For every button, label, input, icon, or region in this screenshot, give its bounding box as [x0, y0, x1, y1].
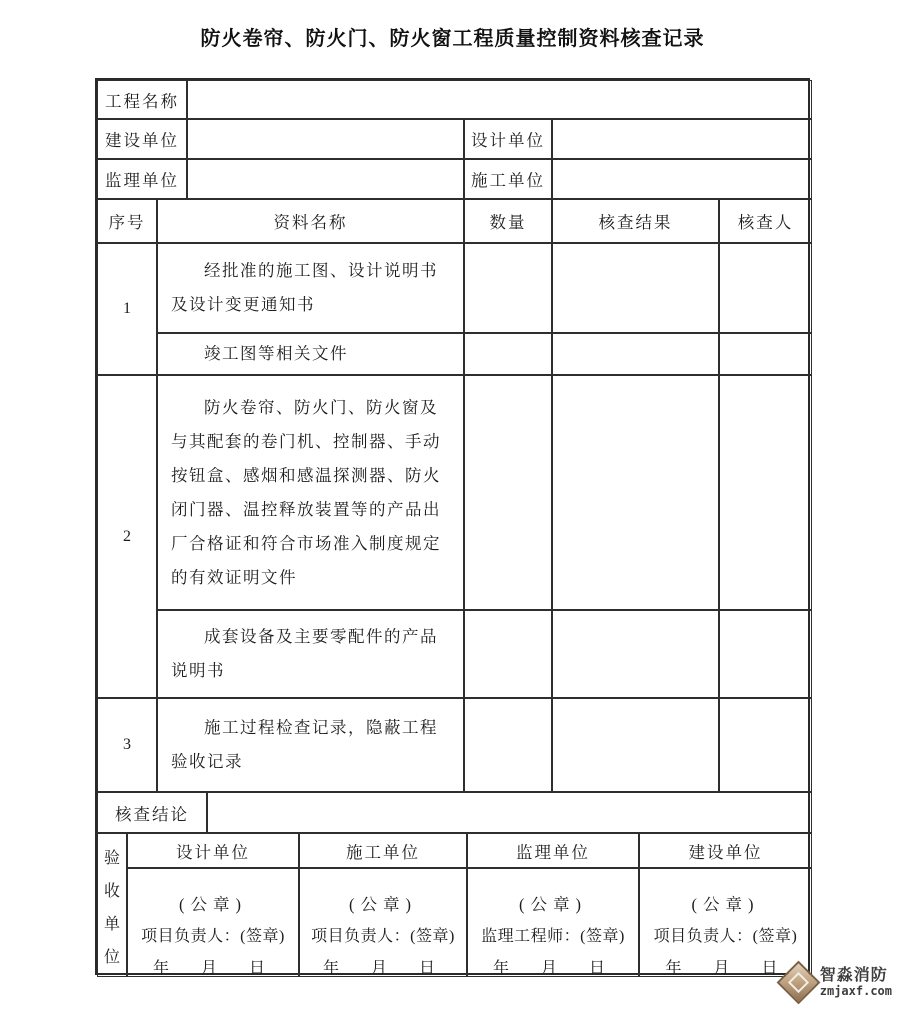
acceptance-col3-sign-cell: [467, 868, 639, 977]
row3-checker-cell: [719, 698, 812, 792]
row1a-quantity-cell: [464, 243, 552, 333]
acceptance-col2-signer: 项目负责人：(签章): [311, 928, 455, 945]
row3-result-cell: [552, 698, 719, 792]
acceptance-col2-unit: 施工单位: [299, 833, 467, 868]
watermark: [783, 967, 892, 998]
page-title: 防火卷帘、防火门、防火窗工程质量控制资料核查记录: [200, 28, 705, 50]
row1-serial: 1: [97, 243, 157, 375]
acceptance-col1-date: 年 月 日: [152, 960, 273, 977]
project-name-label: 工程名称: [97, 80, 187, 119]
row2b-result-cell: [552, 610, 719, 698]
row2b-quantity-cell: [464, 610, 552, 698]
design-unit-value-cell: [552, 119, 812, 159]
row1a-result-cell: [552, 243, 719, 333]
diamond-logo-icon: [776, 961, 820, 1005]
acceptance-side-label: [97, 833, 127, 977]
acceptance-side-label-text: 验收单位: [103, 850, 120, 966]
acceptance-col2-seal: (公章): [349, 895, 417, 914]
row1b-checker-cell: [719, 333, 812, 375]
acceptance-col4-seal: (公章): [691, 895, 760, 914]
row2a-text: 防火卷帘、防火门、防火窗及与其配套的卷门机、控制器、手动按钮盒、感烟和感温探测器、防火闭门器、温控释放装置等的产品出厂合格证和符合市场准入制度规定的有效证明文件: [171, 397, 441, 587]
row2a-quantity-cell: [464, 375, 552, 610]
row2-serial: 2: [97, 375, 157, 698]
row2b-checker-cell: [719, 610, 812, 698]
row1b-material-name: [157, 333, 464, 375]
row1a-text: 经批准的施工图、设计说明书及设计变更通知书: [171, 261, 438, 314]
row3-quantity-cell: [464, 698, 552, 792]
acceptance-col1-signer: 项目负责人：(签章): [141, 928, 285, 945]
acceptance-col2-sign-cell: [299, 868, 467, 977]
row1b-result-cell: [552, 333, 719, 375]
contractor-unit-value-cell: [552, 159, 812, 199]
row1a-material-name: [157, 243, 464, 333]
acceptance-col1-sign-cell: [127, 868, 299, 977]
conclusion-value-cell: [207, 792, 812, 833]
watermark-url: zmjaxf.com: [819, 983, 892, 998]
row1a-checker-cell: [719, 243, 812, 333]
acceptance-col3-unit: 监理单位: [467, 833, 639, 868]
watermark-brand: 智淼消防: [819, 967, 888, 985]
acceptance-col4-date: 年 月 日: [665, 960, 786, 977]
construction-unit-label: 建设单位: [97, 119, 187, 159]
acceptance-col3-signer: 监理工程师：(签章): [481, 928, 625, 945]
row3-text: 施工过程检查记录，隐蔽工程验收记录: [171, 718, 438, 771]
acceptance-col4-sign-cell: [639, 868, 812, 977]
row1b-quantity-cell: [464, 333, 552, 375]
supervision-unit-label: 监理单位: [97, 159, 187, 199]
row2a-checker-cell: [719, 375, 812, 610]
row3-serial: 3: [97, 698, 157, 792]
supervision-unit-value-cell: [187, 159, 464, 199]
row2a-result-cell: [552, 375, 719, 610]
col-header-material-name: 资料名称: [157, 199, 464, 243]
col-header-check-result: 核查结果: [552, 199, 719, 243]
acceptance-col2-date: 年 月 日: [322, 960, 443, 977]
row2a-material-name: [157, 375, 464, 610]
project-name-value-cell: [187, 80, 812, 119]
col-header-serial: 序号: [97, 199, 157, 243]
acceptance-col4-unit: 建设单位: [639, 833, 812, 868]
acceptance-col3-seal: (公章): [519, 895, 587, 914]
col-header-checker: 核查人: [719, 199, 812, 243]
construction-unit-value-cell: [187, 119, 464, 159]
conclusion-label: 核查结论: [97, 792, 207, 833]
acceptance-col3-date: 年 月 日: [492, 960, 613, 977]
record-form-table: [95, 78, 810, 975]
acceptance-col1-unit: 设计单位: [127, 833, 299, 868]
watermark-text: [820, 967, 892, 998]
col-header-quantity: 数量: [464, 199, 552, 243]
row3-material-name: [157, 698, 464, 792]
acceptance-col1-seal: (公章): [179, 895, 247, 914]
contractor-unit-label: 施工单位: [464, 159, 552, 199]
row2b-text: 成套设备及主要零配件的产品说明书: [171, 627, 438, 680]
acceptance-col4-signer: 项目负责人：(签章): [653, 928, 798, 945]
row1b-text: 竣工图等相关文件: [204, 344, 348, 363]
row2b-material-name: [157, 610, 464, 698]
design-unit-label: 设计单位: [464, 119, 552, 159]
